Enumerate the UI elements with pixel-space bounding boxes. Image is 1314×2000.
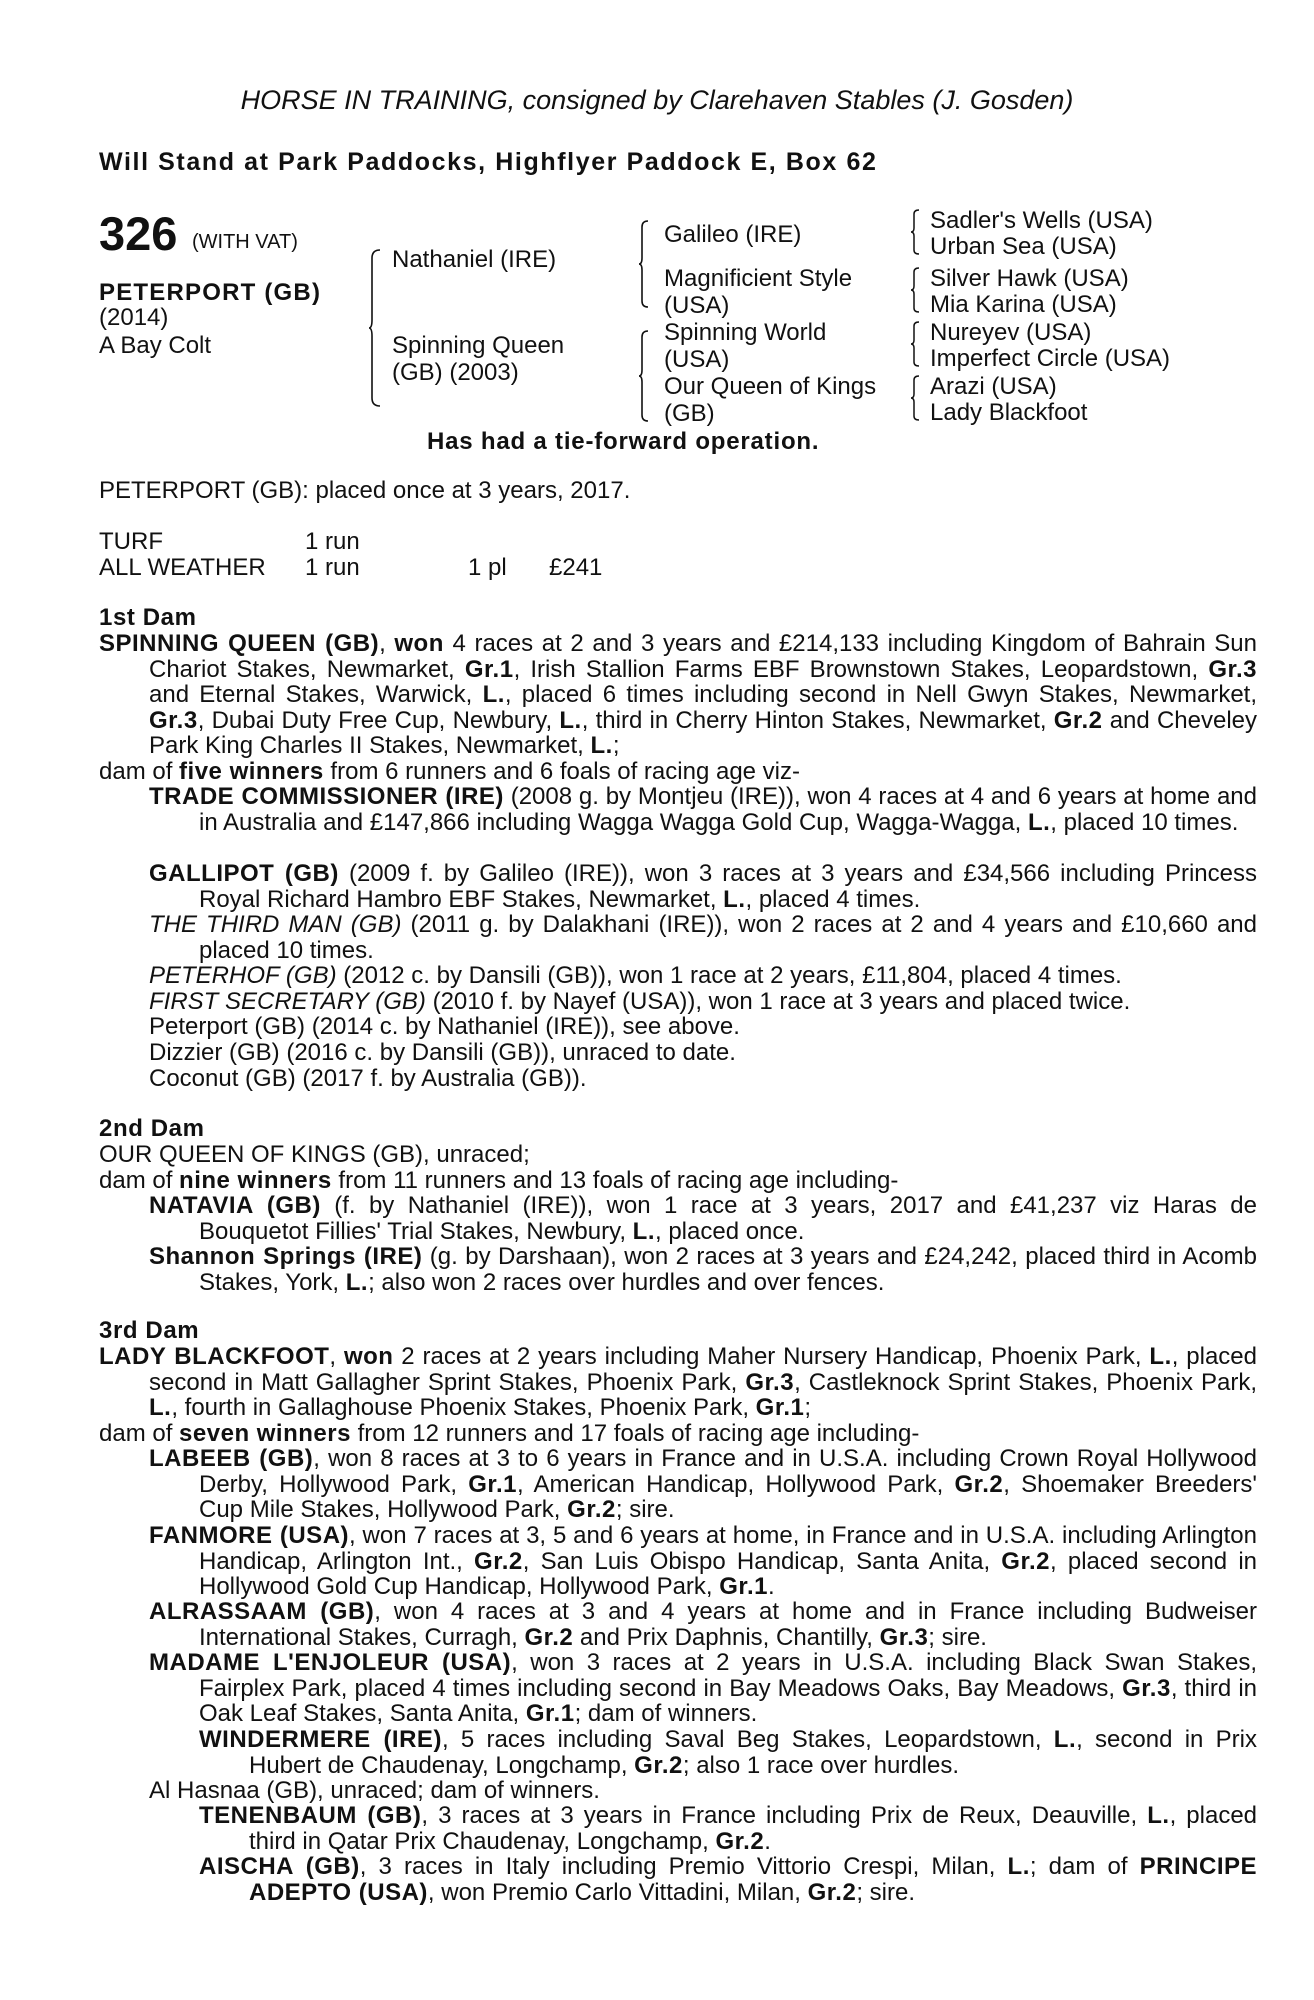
pedigree-gen3-3: Silver Hawk (USA) xyxy=(930,265,1129,292)
pedigree-gen3-6: Imperfect Circle (USA) xyxy=(930,345,1171,372)
offspring-entry xyxy=(149,784,1257,835)
pedigree-brace-g3-4 xyxy=(910,374,920,422)
record-text: and Prix Daphnis, Chantilly, xyxy=(573,1623,880,1651)
listed-badge: L. xyxy=(149,1394,172,1422)
record-text: , second in Prix Hubert de Chaudenay, Longchamp, xyxy=(249,1726,1257,1779)
record-aw-placed: 1 pl xyxy=(468,554,507,581)
grade-badge: Gr.2 xyxy=(715,1827,765,1855)
record-text: (2008 g. by Montjeu (IRE)), won 4 races at 4 and 6 years at home and in Australia and £147,866 including Wagga Wagga Gold Cup, Wagga-Wagga, xyxy=(199,783,1257,836)
record-text: , 5 races including Saval Beg Stakes, Leopardstown, xyxy=(441,1726,1054,1753)
pedigree-gen3-2: Urban Sea (USA) xyxy=(930,233,1117,260)
offspring-name: AISCHA (GB) xyxy=(199,1853,360,1880)
grade-badge: Gr.3 xyxy=(149,706,198,734)
offspring-name: FANMORE (USA) xyxy=(149,1522,350,1549)
offspring-name: THE THIRD MAN (GB) xyxy=(149,911,402,938)
pedigree-brace-g3-1 xyxy=(910,208,920,256)
pedigree-dam-dam: Our Queen of Kings (GB) xyxy=(664,373,877,427)
offspring-entry xyxy=(149,1650,1257,1727)
record-text: and Cheveley Park King Charles II Stakes, Newmarket, xyxy=(149,706,1258,760)
second-dam-heading: 2nd Dam xyxy=(99,1115,205,1142)
offspring-entry xyxy=(149,963,1207,989)
grade-badge: Gr.1 xyxy=(755,1394,805,1422)
record-aw-runs: 1 run xyxy=(305,554,360,581)
grade-badge: Gr.3 xyxy=(745,1368,795,1396)
record-turf-label: TURF xyxy=(99,528,163,555)
record-text: 2 races at 2 years including Maher Nursery Handicap, Phoenix Park, xyxy=(393,1343,1150,1370)
pedigree-brace-sire xyxy=(638,219,650,309)
record-text: . xyxy=(764,1827,771,1855)
record-text: (2009 f. by Galileo (IRE)), won 3 races at 3 years and £34,566 including Princess Royal Richard Hambro EBF Stakes, Newmarket, xyxy=(199,860,1257,913)
grade-badge: Gr.3 xyxy=(879,1623,929,1651)
record-text: ; also won 2 races over hurdles and over fences. xyxy=(368,1268,885,1296)
grade-badge: Gr.1 xyxy=(719,1573,768,1601)
tie-forward-note: Has had a tie-forward operation. xyxy=(427,428,820,455)
record-text: , won 8 races at 3 to 6 years in France and in U.S.A. including Crown Royal Hollywood Derby, Hollywood Park, xyxy=(199,1445,1257,1498)
offspring-entry xyxy=(149,1193,1257,1244)
dam-name: SPINNING QUEEN (GB) xyxy=(99,630,380,657)
offspring-name: TENENBAUM (GB) xyxy=(199,1802,422,1829)
record-text: ; xyxy=(804,1394,812,1422)
record-text: , fourth in Gallaghouse Phoenix Stakes, Phoenix Park, xyxy=(171,1394,756,1422)
record-text: ; dam of xyxy=(1029,1853,1140,1880)
won-label: won xyxy=(343,1343,394,1370)
second-dam-record: OUR QUEEN OF KINGS (GB), unraced; xyxy=(99,1141,530,1168)
offspring-name: ALRASSAAM (GB) xyxy=(149,1598,375,1625)
pedigree-gen3-1: Sadler's Wells (USA) xyxy=(930,207,1153,234)
grade-badge: Gr.2 xyxy=(634,1751,683,1779)
record-text: , 3 races in Italy including Premio Vittorio Crespi, Milan, xyxy=(359,1853,1008,1880)
pedigree-dam: Spinning Queen (GB) (2003) xyxy=(392,332,565,386)
offspring-entry xyxy=(149,1523,1257,1600)
record-text: ; sire. xyxy=(856,1878,916,1906)
pedigree-sire-dam: Magnificient Style (USA) xyxy=(664,265,853,319)
record-text: , placed once. xyxy=(654,1217,805,1245)
record-text: 4 races at 2 and 3 years and £214,133 including Kingdom of Bahrain Sun Chariot Stakes, Newmarket, xyxy=(149,630,1257,683)
offspring-name: PRINCIPE ADEPTO (USA) xyxy=(249,1853,1258,1906)
listed-badge: L. xyxy=(1147,1802,1170,1829)
offspring-name: MADAME L'ENJOLEUR (USA) xyxy=(149,1649,512,1676)
third-dam-produce-intro xyxy=(99,1421,1207,1447)
pedigree-brace-dam xyxy=(638,329,650,423)
record-text: , won 3 races at 2 years in U.S.A. including Black Swan Stakes, Fairplex Park, placed 4 times including second in Bay Meadows Oaks, Bay Meadows, xyxy=(199,1649,1257,1702)
offspring-entry xyxy=(149,1244,1257,1295)
grade-badge: Gr.3 xyxy=(1122,1674,1171,1702)
record-text: , placed third in Qatar Prix Chaudenay, Longchamp, xyxy=(249,1802,1258,1855)
listed-badge: L. xyxy=(482,681,505,709)
winners-count: nine winners xyxy=(179,1167,332,1194)
offspring-name: PETERHOF (GB) xyxy=(149,962,337,989)
record-text: ; sire. xyxy=(928,1623,987,1651)
record-text: , placed 4 times. xyxy=(745,885,921,913)
horse-year: (2014) xyxy=(99,304,169,331)
record-text: , placed 10 times. xyxy=(1050,808,1239,836)
stand-location: Will Stand at Park Paddocks, Highflyer Paddock E, Box 62 xyxy=(99,148,878,176)
grade-badge: Gr.1 xyxy=(525,1700,575,1728)
offspring-name: GALLIPOT (GB) xyxy=(149,860,339,887)
listed-badge: L. xyxy=(1007,1853,1030,1880)
offspring-name: NATAVIA (GB) xyxy=(149,1192,321,1219)
offspring-name: LABEEB (GB) xyxy=(149,1445,314,1472)
horse-description: A Bay Colt xyxy=(99,332,212,359)
grade-badge: Gr.2 xyxy=(524,1623,574,1651)
record-aw-earnings: £241 xyxy=(549,554,603,581)
offspring-name: FIRST SECRETARY (GB) xyxy=(149,988,426,1015)
offspring-entry: Peterport (GB) (2014 c. by Nathaniel (IRE)), see above. xyxy=(149,1013,740,1040)
record-text: (f. by Nathaniel (IRE)), won 1 race at 3 years, 2017 and £41,237 viz Haras de Bouquetot Fillies' Trial Stakes, Newbury, xyxy=(199,1192,1257,1245)
record-text: , won 4 races at 3 and 4 years at home and in France including Budweiser International Stakes, Curragh, xyxy=(199,1598,1257,1651)
record-text: , Dubai Duty Free Cup, Newbury, xyxy=(197,706,560,734)
record-text: (2012 c. by Dansili (GB)), won 1 race at 2 years, £11,804, placed 4 times. xyxy=(336,962,1122,989)
grade-badge: Gr.1 xyxy=(464,655,514,683)
grand-offspring-entry xyxy=(199,1727,1257,1778)
grand-offspring-entry xyxy=(199,1854,1257,1905)
listed-badge: L. xyxy=(632,1217,655,1245)
third-dam-record: LADY BLACKFOOT, won 2 races at 2 years including Maher Nursery Handicap, Phoenix Park, L., placed second in Matt Gallagher Sprint Stakes, Phoenix Park, Gr.3, Castleknock Sprint Stakes, Phoenix Park, L., fourth in Gallaghouse Phoenix Stakes, Phoenix Park, Gr.1; xyxy=(99,1343,1257,1422)
second-dam-produce-intro xyxy=(99,1168,1207,1194)
grade-badge: Gr.2 xyxy=(567,1496,616,1524)
page-header: HORSE IN TRAINING, consigned by Clarehaven Stables (J. Gosden) xyxy=(240,85,1074,115)
record-text: ; sire. xyxy=(615,1496,675,1524)
record-text: dam of xyxy=(99,758,180,785)
lot-number: 326 xyxy=(99,207,178,260)
listed-badge: L. xyxy=(1053,1726,1077,1753)
record-text: ; also 1 race over hurdles. xyxy=(682,1751,959,1779)
listed-badge: L. xyxy=(590,732,613,760)
record-text: dam of xyxy=(99,1420,180,1447)
record-text: , Shoemaker Breeders' Cup Mile Stakes, Hollywood Park, xyxy=(199,1470,1257,1524)
pedigree-gen3-8: Lady Blackfoot xyxy=(930,399,1088,426)
winners-count: five winners xyxy=(179,758,324,785)
first-dam-heading: 1st Dam xyxy=(99,604,197,631)
offspring-entry xyxy=(149,1446,1257,1523)
record-text: , American Handicap, Hollywood Park, xyxy=(516,1470,955,1498)
record-text: , won Premio Carlo Vittadini, Milan, xyxy=(427,1878,808,1906)
record-text: , Castleknock Sprint Stakes, Phoenix Park, xyxy=(794,1368,1257,1396)
first-dam-record: SPINNING QUEEN (GB), won 4 races at 2 and 3 years and £214,133 including Kingdom of Bahrain Sun Chariot Stakes, Newmarket, Gr.1, Irish Stallion Farms EBF Brownstown Stakes, Leopardstown, Gr.3 and Eternal Stakes, Warwick, L., placed 6 times including second in Nell Gwyn Stakes, Newmarket, Gr.3, Dubai Duty Free Cup, Newbury, L., third in Cherry Hinton Stakes, Newmarket, Gr.2 and Cheveley Park King Charles II Stakes, Newmarket, L.; xyxy=(99,630,1258,760)
record-text: , San Luis Obispo Handicap, Santa Anita, xyxy=(522,1547,1002,1575)
offspring-entry xyxy=(149,1599,1257,1650)
pedigree-dam-sire: Spinning World (USA) xyxy=(664,319,827,373)
record-text: , 3 races at 3 years in France including Prix de Reux, Deauville, xyxy=(421,1802,1148,1829)
listed-badge: L. xyxy=(345,1268,369,1296)
pedigree-brace-main xyxy=(368,248,382,408)
record-text: from 11 runners and 13 foals of racing age including- xyxy=(331,1167,899,1194)
record-text: from 12 runners and 17 foals of racing age including- xyxy=(350,1420,920,1447)
first-dam-produce-intro xyxy=(99,759,1207,785)
offspring-entry: Dizzier (GB) (2016 c. by Dansili (GB)), unraced to date. xyxy=(149,1039,736,1066)
dam-name: LADY BLACKFOOT xyxy=(99,1343,330,1370)
grade-badge: Gr.3 xyxy=(1208,655,1258,683)
grade-badge: Gr.2 xyxy=(807,1878,857,1906)
record-text: (2010 f. by Nayef (USA)), won 1 race at 3 years and placed twice. xyxy=(425,988,1131,1015)
record-text: (g. by Darshaan), won 2 races at 3 years and £24,242, placed third in Acomb Stakes, York, xyxy=(199,1243,1258,1296)
record-text: dam of xyxy=(99,1167,180,1194)
won-label: won xyxy=(394,630,444,657)
winners-count: seven winners xyxy=(179,1420,351,1447)
record-text: , placed second in Matt Gallagher Sprint Stakes, Phoenix Park, xyxy=(149,1343,1257,1396)
listed-badge: L. xyxy=(723,885,746,913)
offspring-name: Shannon Springs (IRE) xyxy=(149,1243,423,1270)
offspring-name: WINDERMERE (IRE) xyxy=(199,1726,442,1753)
pedigree-gen3-7: Arazi (USA) xyxy=(930,373,1057,400)
record-text: , placed second in Hollywood Gold Cup Handicap, Hollywood Park, xyxy=(199,1547,1258,1601)
record-text: ; xyxy=(612,732,620,760)
offspring-entry xyxy=(149,989,1207,1015)
grade-badge: Gr.2 xyxy=(954,1470,1004,1498)
offspring-entry: Coconut (GB) (2017 f. by Australia (GB)). xyxy=(149,1065,587,1092)
grade-badge: Gr.1 xyxy=(468,1470,517,1498)
pedigree-sire: Nathaniel (IRE) xyxy=(392,246,557,273)
lot-vat: (WITH VAT) xyxy=(192,231,298,253)
record-text: ; dam of winners. xyxy=(574,1700,758,1728)
record-text: . xyxy=(767,1573,775,1601)
record-text: , third in Oak Leaf Stakes, Santa Anita, xyxy=(199,1674,1258,1728)
pedigree-brace-g3-3 xyxy=(910,320,920,368)
record-text: from 6 runners and 6 foals of racing age viz- xyxy=(323,758,801,785)
grand-offspring-entry xyxy=(199,1803,1257,1854)
offspring-entry: Al Hasnaa (GB), unraced; dam of winners. xyxy=(149,1777,600,1804)
pedigree-brace-g3-2 xyxy=(910,266,920,314)
pedigree-gen3-4: Mia Karina (USA) xyxy=(930,291,1117,318)
record-text: , third in Cherry Hinton Stakes, Newmarket, xyxy=(581,706,1054,734)
record-text: , won 7 races at 3, 5 and 6 years at home, in France and in U.S.A. including Arlington Handicap, Arlington Int., xyxy=(199,1522,1258,1575)
listed-badge: L. xyxy=(1027,808,1051,836)
record-text: , placed 6 times including second in Nell Gwyn Stakes, Newmarket, xyxy=(504,681,1258,709)
listed-badge: L. xyxy=(1149,1343,1172,1370)
record-text: and Eternal Stakes, Warwick, xyxy=(149,681,483,709)
pedigree-sire-sire: Galileo (IRE) xyxy=(664,221,802,248)
third-dam-heading: 3rd Dam xyxy=(99,1317,200,1344)
offspring-entry xyxy=(149,861,1257,912)
grade-badge: Gr.2 xyxy=(1001,1547,1050,1575)
offspring-entry xyxy=(149,912,1257,963)
record-text: (2011 g. by Dalakhani (IRE)), won 2 races at 2 and 4 years and £10,660 and placed 10 times. xyxy=(199,911,1257,964)
offspring-name: TRADE COMMISSIONER (IRE) xyxy=(149,783,504,810)
grade-badge: Gr.2 xyxy=(474,1547,523,1575)
pedigree-gen3-5: Nureyev (USA) xyxy=(930,319,1092,346)
record-turf-runs: 1 run xyxy=(305,528,360,555)
race-summary: PETERPORT (GB): placed once at 3 years, 2017. xyxy=(99,477,631,504)
listed-badge: L. xyxy=(559,706,582,734)
record-text: , Irish Stallion Farms EBF Brownstown Stakes, Leopardstown, xyxy=(513,655,1209,683)
grade-badge: Gr.2 xyxy=(1053,706,1103,734)
horse-name: PETERPORT (GB) xyxy=(99,279,322,306)
record-aw-label: ALL WEATHER xyxy=(99,554,266,581)
